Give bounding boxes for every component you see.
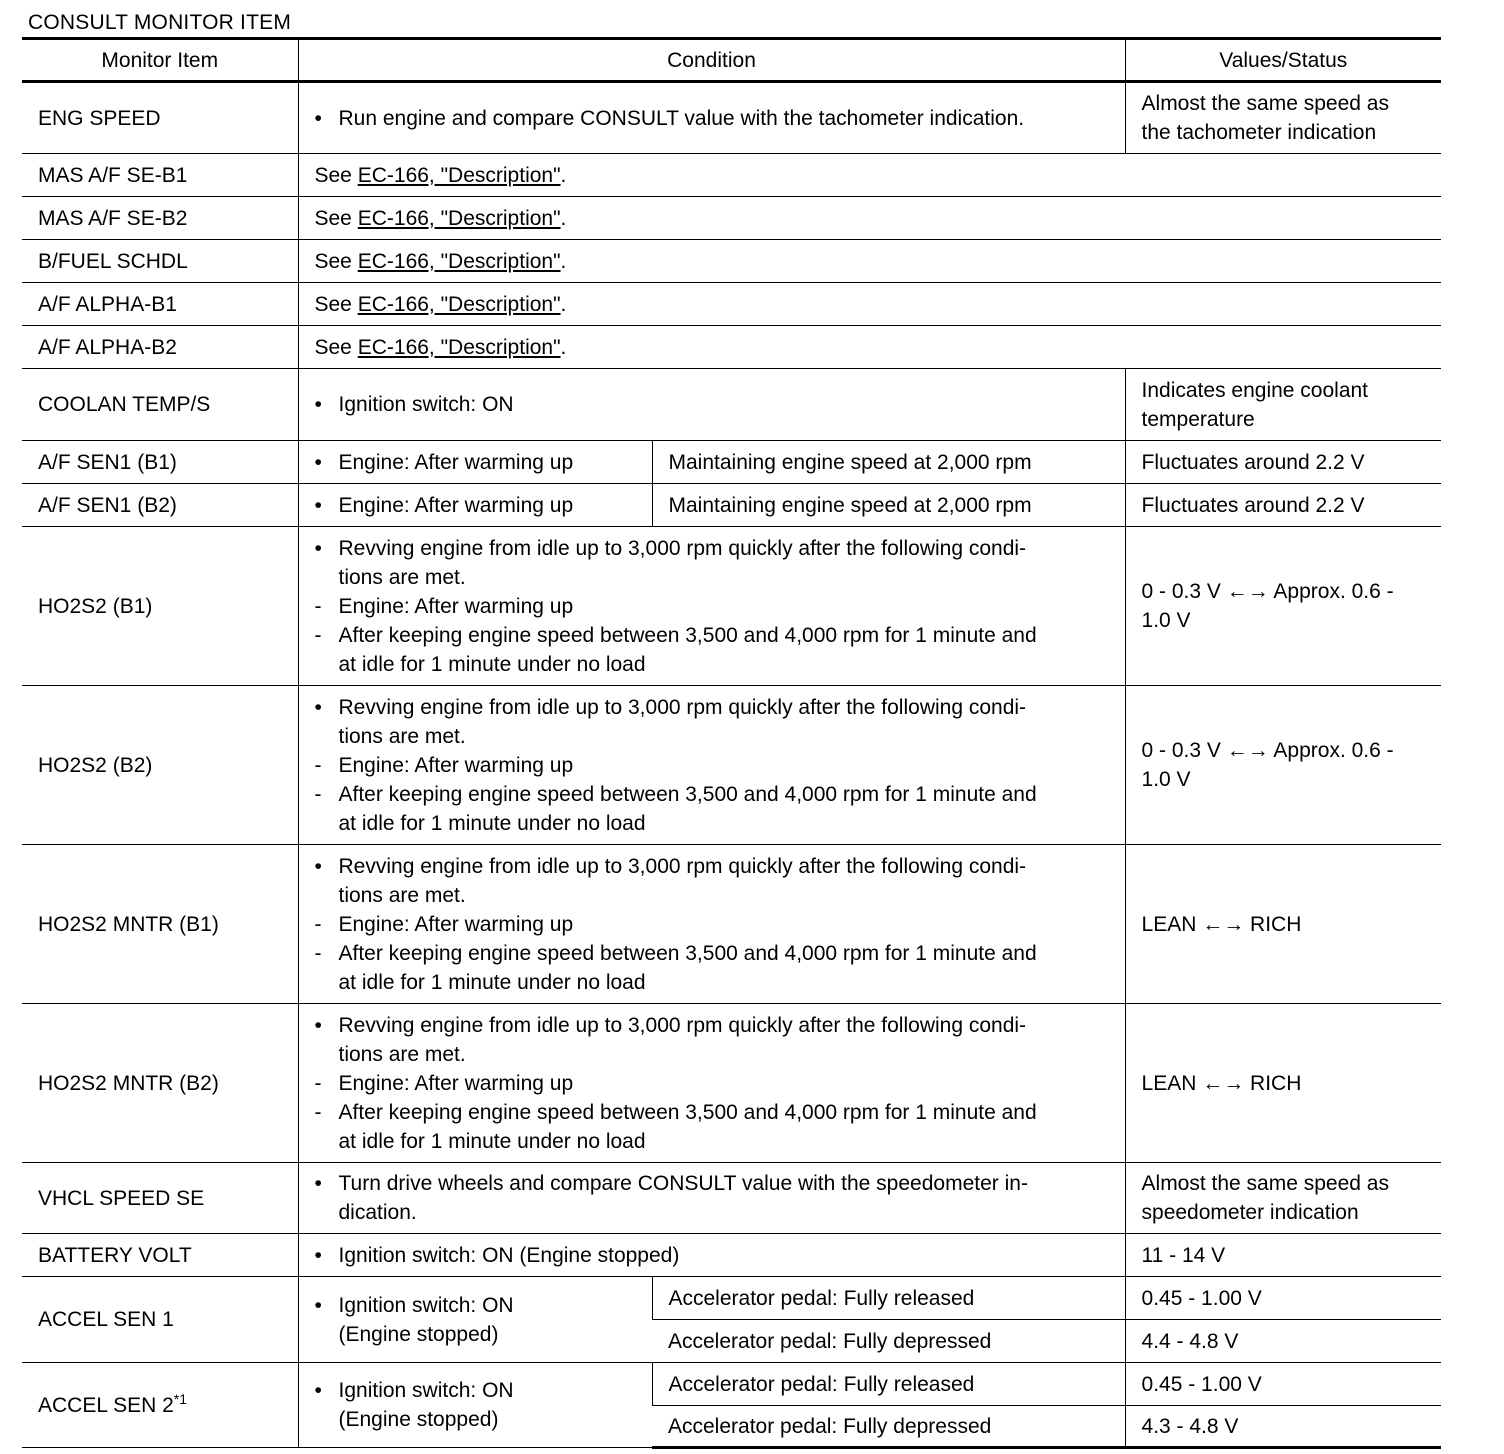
value-cell: LEAN ←→ RICH bbox=[1125, 845, 1441, 1004]
monitor-item: MAS A/F SE-B2 bbox=[22, 197, 298, 240]
table-row bbox=[22, 1363, 1441, 1406]
table-row bbox=[22, 197, 1441, 240]
subcondition-cell: Accelerator pedal: Fully depressed bbox=[652, 1320, 1125, 1363]
monitor-item: ENG SPEED bbox=[22, 82, 298, 154]
header-row bbox=[22, 39, 1441, 82]
table-row bbox=[22, 1234, 1441, 1277]
value-cell: Fluctuates around 2.2 V bbox=[1125, 441, 1441, 484]
value-cell: 0 - 0.3 V ←→ Approx. 0.6 - 1.0 V bbox=[1125, 527, 1441, 686]
subcondition-cell: Maintaining engine speed at 2,000 rpm bbox=[652, 484, 1125, 527]
table-row bbox=[22, 845, 1441, 1004]
page-title: CONSULT MONITOR ITEM bbox=[28, 11, 292, 34]
value-cell: 0.45 - 1.00 V bbox=[1125, 1277, 1441, 1320]
condition-cell: • Run engine and compare CONSULT value with the tachometer indication. bbox=[298, 82, 1125, 154]
monitor-item: MAS A/F SE-B1 bbox=[22, 154, 298, 197]
monitor-item: B/FUEL SCHDL bbox=[22, 240, 298, 283]
table-row bbox=[22, 1163, 1441, 1234]
monitor-item: HO2S2 MNTR (B2) bbox=[22, 1004, 298, 1163]
table-row bbox=[22, 240, 1441, 283]
value-cell: Almost the same speed as speedometer indication bbox=[1125, 1163, 1441, 1234]
value-cell: 4.4 - 4.8 V bbox=[1125, 1320, 1441, 1363]
value-cell: 0.45 - 1.00 V bbox=[1125, 1363, 1441, 1406]
monitor-item: COOLAN TEMP/S bbox=[22, 369, 298, 441]
monitor-item: ACCEL SEN 1 bbox=[22, 1277, 298, 1363]
subcondition-cell: Maintaining engine speed at 2,000 rpm bbox=[652, 441, 1125, 484]
monitor-item: BATTERY VOLT bbox=[22, 1234, 298, 1277]
header-condition: Condition bbox=[298, 39, 1125, 82]
monitor-item: A/F ALPHA-B2 bbox=[22, 326, 298, 369]
footnote-marker: *1 bbox=[173, 1390, 188, 1407]
table-row bbox=[22, 527, 1441, 686]
condition-cell: • Ignition switch: ON (Engine stopped) bbox=[298, 1363, 652, 1448]
monitor-item: HO2S2 (B1) bbox=[22, 527, 298, 686]
table-row bbox=[22, 154, 1441, 197]
condition-cell: • Turn drive wheels and compare CONSULT value with the speedometer in- dication. bbox=[298, 1163, 1125, 1234]
subcondition-cell: Accelerator pedal: Fully released bbox=[652, 1363, 1125, 1406]
table-row bbox=[22, 1277, 1441, 1320]
monitor-item: HO2S2 MNTR (B1) bbox=[22, 845, 298, 1004]
table-row bbox=[22, 1004, 1441, 1163]
table-row bbox=[22, 484, 1441, 527]
condition-cell: • Revving engine from idle up to 3,000 rpm quickly after the following condi- tions are met. - Engine: After warming up - After keeping engine speed between 3,500 and 4,000 rpm for 1 minute and at idle for 1 minute under no load bbox=[298, 686, 1125, 845]
value-cell: Indicates engine coolant temperature bbox=[1125, 369, 1441, 441]
table-row bbox=[22, 441, 1441, 484]
monitor-item: A/F SEN1 (B2) bbox=[22, 484, 298, 527]
condition-cell: See EC-166, "Description". bbox=[298, 283, 1441, 326]
table-row bbox=[22, 369, 1441, 441]
condition-cell: See EC-166, "Description". bbox=[298, 240, 1441, 283]
condition-cell: • Engine: After warming up bbox=[298, 441, 652, 484]
ec-166-description-link[interactable]: EC-166, "Description" bbox=[357, 335, 561, 359]
condition-cell: • Ignition switch: ON (Engine stopped) bbox=[298, 1277, 652, 1363]
ec-166-description-link[interactable]: EC-166, "Description" bbox=[357, 206, 561, 230]
value-cell: Almost the same speed as the tachometer indication bbox=[1125, 82, 1441, 154]
condition-cell: • Ignition switch: ON bbox=[298, 369, 1125, 441]
table-row bbox=[22, 82, 1441, 154]
subcondition-cell: Accelerator pedal: Fully depressed bbox=[652, 1406, 1125, 1448]
value-cell: 4.3 - 4.8 V bbox=[1125, 1406, 1441, 1448]
table-row bbox=[22, 283, 1441, 326]
condition-cell: See EC-166, "Description". bbox=[298, 197, 1441, 240]
value-cell: 11 - 14 V bbox=[1125, 1234, 1441, 1277]
monitor-item: HO2S2 (B2) bbox=[22, 686, 298, 845]
table-row bbox=[22, 326, 1441, 369]
header-values-status: Values/Status bbox=[1125, 39, 1441, 82]
value-cell: LEAN ←→ RICH bbox=[1125, 1004, 1441, 1163]
condition-cell: • Ignition switch: ON (Engine stopped) bbox=[298, 1234, 1125, 1277]
ec-166-description-link[interactable]: EC-166, "Description" bbox=[357, 292, 561, 316]
monitor-item: A/F ALPHA-B1 bbox=[22, 283, 298, 326]
value-cell: 0 - 0.3 V ←→ Approx. 0.6 - 1.0 V bbox=[1125, 686, 1441, 845]
condition-cell: See EC-166, "Description". bbox=[298, 154, 1441, 197]
condition-cell: • Revving engine from idle up to 3,000 rpm quickly after the following condi- tions are met. - Engine: After warming up - After keeping engine speed between 3,500 and 4,000 rpm for 1 minute and at idle for 1 minute under no load bbox=[298, 845, 1125, 1004]
subcondition-cell: Accelerator pedal: Fully released bbox=[652, 1277, 1125, 1320]
monitor-item: A/F SEN1 (B1) bbox=[22, 441, 298, 484]
condition-cell: • Engine: After warming up bbox=[298, 484, 652, 527]
monitor-item: VHCL SPEED SE bbox=[22, 1163, 298, 1234]
value-cell: Fluctuates around 2.2 V bbox=[1125, 484, 1441, 527]
condition-cell: • Revving engine from idle up to 3,000 rpm quickly after the following condi- tions are met. - Engine: After warming up - After keeping engine speed between 3,500 and 4,000 rpm for 1 minute and at idle for 1 minute under no load bbox=[298, 1004, 1125, 1163]
condition-cell: • Revving engine from idle up to 3,000 rpm quickly after the following condi- tions are met. - Engine: After warming up - After keeping engine speed between 3,500 and 4,000 rpm for 1 minute and at idle for 1 minute under no load bbox=[298, 527, 1125, 686]
monitor-item: ACCEL SEN 2$^{*1}$ bbox=[22, 1363, 298, 1448]
ec-166-description-link[interactable]: EC-166, "Description" bbox=[357, 249, 561, 273]
ec-166-description-link[interactable]: EC-166, "Description" bbox=[357, 163, 561, 187]
consult-monitor-table bbox=[22, 37, 1441, 1449]
table-row bbox=[22, 686, 1441, 845]
header-monitor-item: Monitor Item bbox=[22, 39, 298, 82]
condition-cell: See EC-166, "Description". bbox=[298, 326, 1441, 369]
